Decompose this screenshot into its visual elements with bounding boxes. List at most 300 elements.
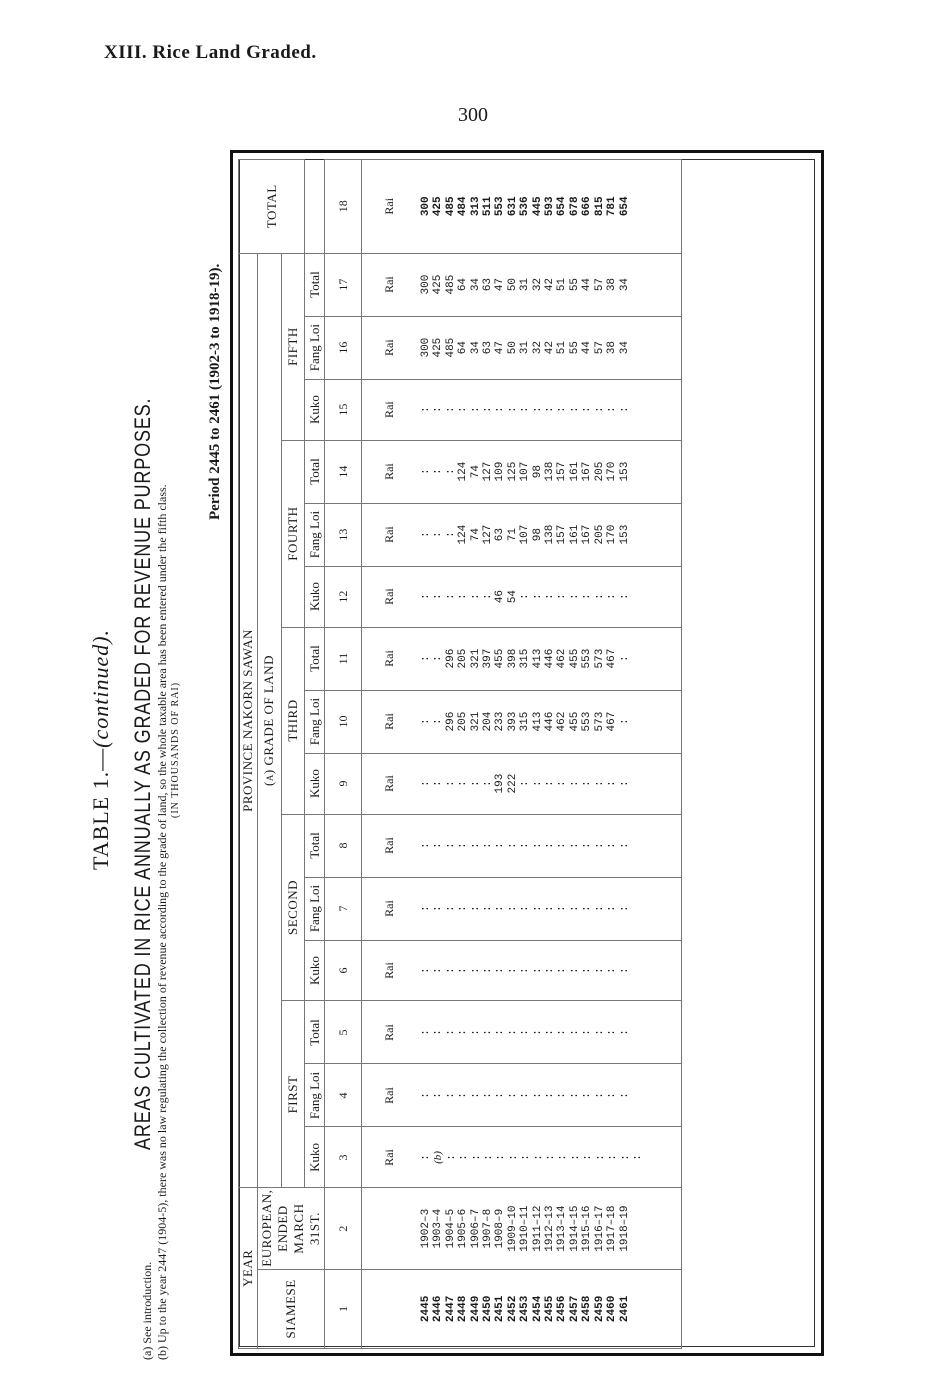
- table-cell: 34: [618, 277, 631, 292]
- siamese-header: SIAMESE: [258, 1269, 325, 1348]
- column-number: 5: [325, 1001, 362, 1064]
- column-number: 16: [325, 316, 362, 379]
- table-cell: 467: [606, 711, 619, 732]
- unit-spacer: [362, 1269, 417, 1348]
- table-cell: :: [531, 1092, 544, 1099]
- table-cell: :: [556, 780, 569, 787]
- footnote-a: (a) See introduction.: [140, 1261, 154, 1360]
- unit-label: Rai: [362, 690, 417, 753]
- table-cell: 109: [494, 461, 507, 482]
- table-cell: 153: [618, 461, 631, 482]
- table-cell: :: [582, 1154, 595, 1161]
- table-cell: :: [494, 967, 507, 974]
- table-cell: :: [531, 780, 544, 787]
- subheader-first-kuko: Kuko: [305, 1127, 325, 1188]
- subheader-second-total: Total: [305, 814, 325, 877]
- grand-total-column: [416, 160, 682, 254]
- table-cell: :: [531, 593, 544, 600]
- table-cell: 167: [581, 461, 594, 482]
- grade-first: FIRST: [281, 1001, 305, 1188]
- table-cell: :: [469, 406, 482, 413]
- table-cell: :: [469, 1029, 482, 1036]
- table-cell: 2453: [519, 1295, 532, 1323]
- unit-label: Rai: [362, 753, 417, 814]
- table-cell: 678: [568, 196, 581, 217]
- table-cell: :: [432, 718, 445, 725]
- column-number: 9: [325, 753, 362, 814]
- table-cell: :: [494, 905, 507, 912]
- unit-label: Rai: [362, 940, 417, 1001]
- table-cell: :: [506, 905, 519, 912]
- table-cell: :: [444, 780, 457, 787]
- table-cell: :: [593, 905, 606, 912]
- table-cell: :: [420, 531, 432, 538]
- table-cell: :: [556, 967, 569, 974]
- table-cell: :: [420, 1154, 432, 1161]
- table-cell: 2448: [457, 1295, 470, 1323]
- table-cell: :: [606, 406, 619, 413]
- table-cell: :: [457, 1092, 470, 1099]
- table-cell: :: [531, 1029, 544, 1036]
- column-number: 18: [325, 160, 362, 254]
- table-cell: 31: [519, 277, 532, 292]
- table-cell: 315: [519, 648, 532, 669]
- table-cell: :: [606, 1092, 619, 1099]
- table-cell: :: [432, 1029, 445, 1036]
- table-cell: 55: [568, 277, 581, 292]
- data-table: [238, 159, 816, 1349]
- table-cell: 42: [544, 341, 557, 355]
- table-cell: :: [556, 1029, 569, 1036]
- fifth-fang-loi-column: [416, 316, 682, 379]
- table-cell: :: [432, 842, 445, 849]
- table-cell: 47: [494, 277, 507, 292]
- table-cell: :: [556, 406, 569, 413]
- table-cell: :: [618, 655, 631, 662]
- table-cell: 32: [531, 277, 544, 292]
- table-cell: :: [420, 468, 432, 475]
- table-cell: 205: [593, 461, 606, 482]
- table-cell: :: [618, 406, 631, 413]
- table-cell: :: [581, 967, 594, 974]
- total-header: TOTAL: [239, 160, 305, 254]
- table-cell: :: [556, 593, 569, 600]
- column-number: 3: [325, 1127, 362, 1188]
- subheader-third-kuko: Kuko: [305, 753, 325, 814]
- table-cell: :: [568, 780, 581, 787]
- subheader-fourth-fang-loi: Fang Loi: [305, 503, 325, 566]
- subheader-fourth-total: Total: [305, 440, 325, 503]
- fifth-kuko-column: [416, 379, 682, 440]
- table-cell: :: [506, 842, 519, 849]
- table-cell: 1918–19: [618, 1205, 631, 1252]
- column-number: 11: [325, 627, 362, 690]
- table-cell: 51: [556, 341, 569, 355]
- table-cell: :: [469, 593, 482, 600]
- table-cell: :: [544, 905, 557, 912]
- table-cell: 63: [482, 277, 495, 292]
- table-cell: 781: [606, 196, 619, 217]
- column-number: 13: [325, 503, 362, 566]
- table-cell: :: [531, 905, 544, 912]
- table-cell: :: [420, 905, 432, 912]
- column-number: 1: [325, 1269, 362, 1348]
- table-cell: 397: [482, 648, 495, 669]
- table-cell: :: [519, 967, 532, 974]
- fourth-kuko-column: [416, 566, 682, 627]
- table-cell: :: [568, 593, 581, 600]
- table-cell: 296: [444, 711, 457, 732]
- table-cell: :: [568, 1092, 581, 1099]
- table-cell: :: [482, 905, 495, 912]
- third-total-column: [416, 627, 682, 690]
- table-cell: :: [506, 1029, 519, 1036]
- table-cell: 1915–16: [581, 1205, 594, 1252]
- table-cell: 2450: [482, 1295, 495, 1323]
- table-cell: :: [568, 406, 581, 413]
- year-header: YEAR: [239, 1188, 258, 1349]
- first-fang-loi-column: [416, 1064, 682, 1127]
- table-cell: :: [444, 1029, 457, 1036]
- table-cell: 462: [556, 711, 569, 732]
- second-kuko-column: [416, 940, 682, 1001]
- table-cell: 138: [544, 461, 557, 482]
- table-cell: 455: [568, 711, 581, 732]
- table-cell: :: [432, 593, 445, 600]
- table-cell: :: [544, 842, 557, 849]
- table-cell: :: [520, 1154, 533, 1161]
- table-cell: :: [482, 1092, 495, 1099]
- table-cell: :: [519, 593, 532, 600]
- table-cell: 1909–10: [506, 1205, 519, 1252]
- table-cell: 467: [606, 648, 619, 669]
- unit-label: Rai: [362, 440, 417, 503]
- second-fang-loi-column: [416, 877, 682, 940]
- table-cell: 485: [444, 196, 457, 217]
- table-cell: :: [444, 468, 457, 475]
- table-cell: 167: [581, 524, 594, 545]
- unit-label: Rai: [362, 316, 417, 379]
- table-cell: :: [420, 1029, 432, 1036]
- table-cell: :: [506, 1092, 519, 1099]
- table-cell: 125: [506, 461, 519, 482]
- table-cell: 57: [593, 277, 606, 292]
- subheader-first-total: Total: [305, 1001, 325, 1064]
- table-cell: :: [506, 406, 519, 413]
- table-cell: :: [494, 1029, 507, 1036]
- table-cell: :: [618, 718, 631, 725]
- unit-label: Rai: [362, 379, 417, 440]
- unit-label: Rai: [362, 1127, 417, 1188]
- table-cell: :: [557, 1154, 570, 1161]
- table-cell: 34: [469, 341, 482, 355]
- table-cell: 1907–8: [482, 1208, 495, 1249]
- table-cell: 593: [544, 196, 557, 217]
- table-cell: 233: [494, 711, 507, 732]
- table-cell: :: [556, 905, 569, 912]
- table-cell: :: [482, 780, 495, 787]
- table-cell: :: [432, 1092, 445, 1099]
- table-cell: :: [494, 1092, 507, 1099]
- table-cell: 536: [519, 196, 532, 217]
- province-header: PROVINCE NAKORN SAWAN: [239, 253, 258, 1188]
- table-cell: :: [618, 780, 631, 787]
- table-cell: :: [519, 780, 532, 787]
- table-cell: 71: [506, 527, 519, 542]
- table-cell: 44: [581, 341, 594, 355]
- table-cell: :: [420, 718, 432, 725]
- table-cell: 157: [556, 461, 569, 482]
- column-number: 10: [325, 690, 362, 753]
- table-cell: :: [444, 1092, 457, 1099]
- table-cell: 34: [618, 341, 631, 355]
- table-cell: :: [469, 905, 482, 912]
- table-cell: 815: [593, 196, 606, 217]
- table-cell: :: [420, 406, 432, 413]
- table-cell: 63: [494, 527, 507, 542]
- table-cell: 1911–12: [531, 1205, 544, 1252]
- table-cell: 296: [444, 648, 457, 669]
- unit-label: Rai: [362, 814, 417, 877]
- table-cell: :: [457, 406, 470, 413]
- table-cell: :: [618, 842, 631, 849]
- table-cell: 553: [581, 711, 594, 732]
- third-kuko-column: [416, 753, 682, 814]
- table-cell: :: [544, 780, 557, 787]
- table-cell: :: [469, 780, 482, 787]
- table-cell: :: [432, 468, 445, 475]
- table-cell: 31: [519, 341, 532, 355]
- table-cell: 2452: [506, 1295, 519, 1323]
- table-cell: 127: [482, 461, 495, 482]
- table-cell: 2460: [606, 1295, 619, 1323]
- table-cell: 50: [506, 341, 519, 355]
- table-cell: :: [568, 1029, 581, 1036]
- table-cell: 553: [581, 648, 594, 669]
- table-cell: :: [482, 842, 495, 849]
- table-title: AREAS CULTIVATED IN RICE ANNUALLY AS GRADED FOR REVENUE PURPOSES.: [130, 397, 155, 1150]
- table-cell: :: [544, 406, 557, 413]
- table-cell: :: [494, 842, 507, 849]
- table-cell: 2455: [544, 1295, 557, 1323]
- table-cell: :: [581, 406, 594, 413]
- table-cell: :: [544, 1092, 557, 1099]
- table-cell: :: [593, 593, 606, 600]
- table-cell: :: [545, 1154, 558, 1161]
- table-cell: :: [531, 406, 544, 413]
- fourth-total-column: [416, 440, 682, 503]
- table-cell: 321: [469, 711, 482, 732]
- subheader-fourth-kuko: Kuko: [305, 566, 325, 627]
- table-cell: 1904–5: [444, 1208, 457, 1249]
- table-cell: 1905–6: [457, 1208, 470, 1249]
- subheader-fifth-fang-loi: Fang Loi: [305, 316, 325, 379]
- table-cell: :: [544, 593, 557, 600]
- table-cell: 462: [556, 648, 569, 669]
- table-cell: :: [469, 842, 482, 849]
- subheader-second-kuko: Kuko: [305, 940, 325, 1001]
- table-cell: :: [619, 1154, 632, 1161]
- table-cell: :: [458, 1154, 471, 1161]
- table-cell: :: [594, 1154, 607, 1161]
- table-cell: :: [606, 1029, 619, 1036]
- table-cell: 313: [469, 196, 482, 217]
- unit-label: Rai: [362, 1001, 417, 1064]
- table-cell: :: [457, 1029, 470, 1036]
- first-total-column: [416, 1001, 682, 1064]
- table-cell: 57: [593, 341, 606, 355]
- table-cell: :: [581, 842, 594, 849]
- table-cell: :: [618, 593, 631, 600]
- table-cell: :: [606, 967, 619, 974]
- subheader-fifth-total: Total: [305, 253, 325, 316]
- table-cell: 321: [469, 648, 482, 669]
- table-cell: 2457: [568, 1295, 581, 1323]
- table-cell: 205: [457, 648, 470, 669]
- table-cell: 107: [519, 461, 532, 482]
- table-cell: :: [495, 1154, 508, 1161]
- table-cell: :: [606, 593, 619, 600]
- table-cell: :: [519, 1092, 532, 1099]
- table-cell: :: [593, 1029, 606, 1036]
- european-years-column: [416, 1188, 682, 1269]
- table-cell: 64: [457, 277, 470, 292]
- footnote-b: (b) Up to the year 2447 (1904-5), there was no law regulating the collection of revenue according to the grade of land, so the whole taxable area has been entered under the fifth class.: [155, 484, 169, 1360]
- table-cell: 138: [544, 524, 557, 545]
- table-cell: 32: [531, 341, 544, 355]
- table-cell: :: [618, 967, 631, 974]
- table-cell: :: [457, 905, 470, 912]
- table-cell: :: [444, 842, 457, 849]
- table-cell: 553: [494, 196, 507, 217]
- table-cell: :: [568, 967, 581, 974]
- table-cell: 573: [593, 711, 606, 732]
- table-cell: 34: [469, 277, 482, 292]
- table-cell: 64: [457, 341, 470, 355]
- column-number: 2: [325, 1188, 362, 1269]
- table-cell: 63: [482, 341, 495, 355]
- table-cell: :: [519, 406, 532, 413]
- table-cell: 157: [556, 524, 569, 545]
- table-cell: 124: [457, 524, 470, 545]
- table-cell: 413: [531, 711, 544, 732]
- unit-label: Rai: [362, 160, 417, 254]
- table-cell: :: [457, 967, 470, 974]
- table-cell: :: [482, 1029, 495, 1036]
- table-cell: 2461: [618, 1295, 631, 1323]
- table-cell: 1913–14: [556, 1205, 569, 1252]
- table-cell: :: [581, 593, 594, 600]
- table-cell: 573: [593, 648, 606, 669]
- table-cell: :: [556, 842, 569, 849]
- table-cell: :: [469, 967, 482, 974]
- table-cell: 205: [457, 711, 470, 732]
- table-cell: :: [519, 905, 532, 912]
- table-cell: :: [581, 1029, 594, 1036]
- table-cell: :: [581, 1092, 594, 1099]
- table-cell: 1917–18: [606, 1205, 619, 1252]
- unit-spacer: [362, 1188, 417, 1269]
- table-cell: 485: [444, 337, 457, 358]
- table-cell: 1902–3: [420, 1208, 432, 1249]
- table-cell: :: [568, 905, 581, 912]
- table-cell: :: [618, 1092, 631, 1099]
- table-cell: :: [457, 842, 470, 849]
- table-cell: :: [544, 1029, 557, 1036]
- table-label-suffix: (continued).: [88, 628, 113, 748]
- table-cell: :: [483, 1154, 496, 1161]
- table-cell: :: [494, 406, 507, 413]
- table-cell: 455: [568, 648, 581, 669]
- table-cell: :: [519, 842, 532, 849]
- table-cell: 300: [420, 274, 432, 295]
- table-cell: :: [420, 593, 432, 600]
- period-label: Period 2445 to 2461 (1902-3 to 1918-19).: [207, 263, 223, 520]
- table-cell: 1914–15: [568, 1205, 581, 1252]
- european-header: EUROPEAN, ENDED MARCH 31ST.: [258, 1188, 325, 1269]
- table-cell: :: [506, 967, 519, 974]
- table-cell: 654: [556, 196, 569, 217]
- table-cell: 170: [606, 524, 619, 545]
- table-cell: :: [470, 1154, 483, 1161]
- page-number: 300: [458, 104, 488, 126]
- table-cell: :: [544, 967, 557, 974]
- table-cell: :: [482, 406, 495, 413]
- table-cell: 2449: [469, 1295, 482, 1323]
- column-number: 17: [325, 253, 362, 316]
- table-cell: :: [568, 842, 581, 849]
- table-cell: :: [593, 780, 606, 787]
- table-cell: 204: [482, 711, 495, 732]
- table-cell: 511: [482, 196, 495, 217]
- table-cell: :: [606, 780, 619, 787]
- table-cell: :: [444, 531, 457, 538]
- third-fang-loi-column: [416, 690, 682, 753]
- table-cell: 55: [568, 341, 581, 355]
- table-cell: :: [532, 1154, 545, 1161]
- first-kuko-column: [416, 1127, 682, 1188]
- table-cell: 393: [506, 711, 519, 732]
- table-cell: 74: [469, 527, 482, 542]
- unit-label: Rai: [362, 627, 417, 690]
- table-cell: :: [593, 842, 606, 849]
- table-cell: 398: [506, 648, 519, 669]
- table-cell: 222: [506, 773, 519, 794]
- table-cell: :: [519, 1029, 532, 1036]
- table-cell: 127: [482, 524, 495, 545]
- table-cell: 161: [568, 461, 581, 482]
- table-cell: :: [631, 1154, 644, 1161]
- table-cell: 205: [593, 524, 606, 545]
- table-cell: 425: [432, 337, 445, 358]
- table-cell: 38: [606, 341, 619, 355]
- section-header: XIII. Rice Land Graded.: [104, 42, 317, 63]
- table-cell: 2447: [444, 1295, 457, 1323]
- table-cell: :: [606, 905, 619, 912]
- table-cell: 300: [420, 337, 432, 358]
- table-cell: :: [482, 593, 495, 600]
- table-cell: :: [556, 1092, 569, 1099]
- table-cell: 425: [432, 274, 445, 295]
- table-cell: :: [444, 406, 457, 413]
- table-cell: :: [581, 780, 594, 787]
- table-cell: :: [444, 905, 457, 912]
- table-cell: :: [606, 842, 619, 849]
- siamese-years-column: [416, 1269, 682, 1348]
- fifth-total-column: [416, 253, 682, 316]
- column-number: 6: [325, 940, 362, 1001]
- table-cell: 47: [494, 341, 507, 355]
